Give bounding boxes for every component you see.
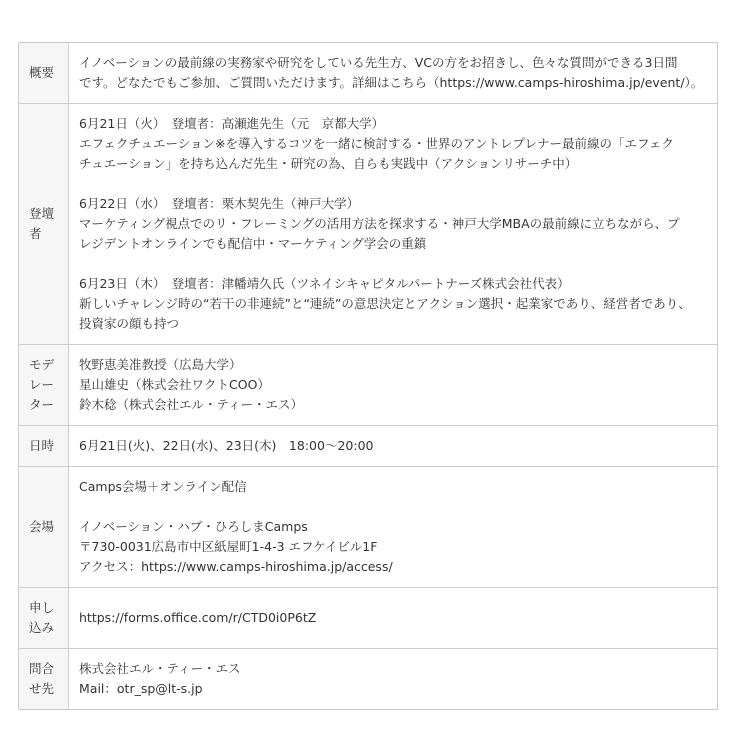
table-row-overview: [19, 43, 718, 104]
table-row-application: [19, 588, 718, 649]
application-form-link[interactable]: https://forms.office.com/r/CTD0i0P6tZ: [79, 610, 317, 625]
date-value: [69, 426, 718, 467]
table-row-date: [19, 426, 718, 467]
speaker-line: [79, 254, 707, 274]
speaker-line: チュエーション」を持ち込んだ先生・研究の為、自らも実践中（アクションリサーチ中）: [79, 156, 578, 171]
label-text: レー: [29, 377, 55, 392]
label-text: 申し: [29, 600, 55, 615]
venue-access-line: アクセス：https://www.camps-hiroshima.jp/access/: [79, 559, 393, 574]
overview-label: [19, 43, 69, 104]
overview-line: です。どなたでもご参加、ご質問いただけます。詳細はこちら（https://www.camps-hiroshima.jp/event/）。: [79, 75, 704, 90]
table-row-venue: [19, 467, 718, 588]
label-text: 登壇: [29, 206, 55, 221]
venue-value: [69, 467, 718, 588]
moderators-value: [69, 345, 718, 426]
event-info-table: [18, 42, 718, 710]
label-text: モデ: [29, 357, 55, 372]
date-label: [19, 426, 69, 467]
table-row-speakers: [19, 104, 718, 345]
speaker-line: 投資家の顔も持つ: [79, 316, 180, 331]
speakers-value: [69, 104, 718, 345]
speaker-line: 新しいチャレンジ時の“若干の非連続”と“連続”の意思決定とアクション選択・起業家であり、経営者であり、: [79, 296, 691, 311]
speaker-line: 6月21日（火） 登壇者：高瀬進先生（元 京都大学）: [79, 116, 385, 131]
venue-line: Camps会場＋オンライン配信: [79, 479, 247, 494]
venue-label: [19, 467, 69, 588]
speaker-line: レジデントオンラインでも配信中・マーケティング学会の重鎮: [79, 236, 427, 251]
label-text: 概要: [29, 65, 55, 80]
table-row-contact: [19, 649, 718, 710]
speaker-line: 6月22日（水） 登壇者：栗木契先生（神戸大学）: [79, 196, 360, 211]
label-text: 者: [29, 226, 42, 241]
moderators-label: [19, 345, 69, 426]
label-text: 日時: [29, 438, 55, 453]
label-text: ター: [29, 397, 55, 412]
application-value: [69, 588, 718, 649]
speakers-label: [19, 104, 69, 345]
overview-line: イノベーションの最前線の実務家や研究をしている先生方、VCの方をお招きし、色々な質問ができる3日間: [79, 55, 678, 70]
speaker-line: [79, 174, 707, 194]
application-label: [19, 588, 69, 649]
contact-label: [19, 649, 69, 710]
contact-value: [69, 649, 718, 710]
table-row-moderators: [19, 345, 718, 426]
label-text: 込み: [29, 620, 55, 635]
label-text: 問合: [29, 661, 55, 676]
moderator-line: 鈴木稔（株式会社エル・ティー・エス）: [79, 397, 304, 412]
contact-mail[interactable]: Mail：otr_sp@lt-s.jp: [79, 681, 203, 696]
speaker-line: 6月23日（木） 登壇者：津幡靖久氏（ツネイシキャピタルパートナーズ株式会社代表）: [79, 276, 570, 291]
label-text: せ先: [29, 681, 55, 696]
venue-line: 〒730-0031広島市中区紙屋町1-4-3 エフケイビル1F: [79, 539, 378, 554]
moderator-line: 星山雄史（株式会社ワクトCOO）: [79, 377, 270, 392]
venue-line: イノベーション・ハブ・ひろしまCamps: [79, 519, 308, 534]
speaker-line: エフェクチュエーション※を導入するコツを一緒に検討する・世界のアントレプレナー最前線の「エフェク: [79, 136, 674, 151]
contact-company: 株式会社エル・ティー・エス: [79, 661, 241, 676]
venue-line: [79, 497, 707, 517]
overview-value: [69, 43, 718, 104]
moderator-line: 牧野恵美准教授（広島大学）: [79, 357, 242, 372]
speaker-line: マーケティング視点でのリ・フレーミングの活用方法を探求する・神戸大学MBAの最前線に立ちながら、プ: [79, 216, 680, 231]
date-line: 6月21日(火)、22日(水)、23日(木) 18:00〜20:00: [79, 438, 374, 453]
label-text: 会場: [29, 519, 55, 534]
